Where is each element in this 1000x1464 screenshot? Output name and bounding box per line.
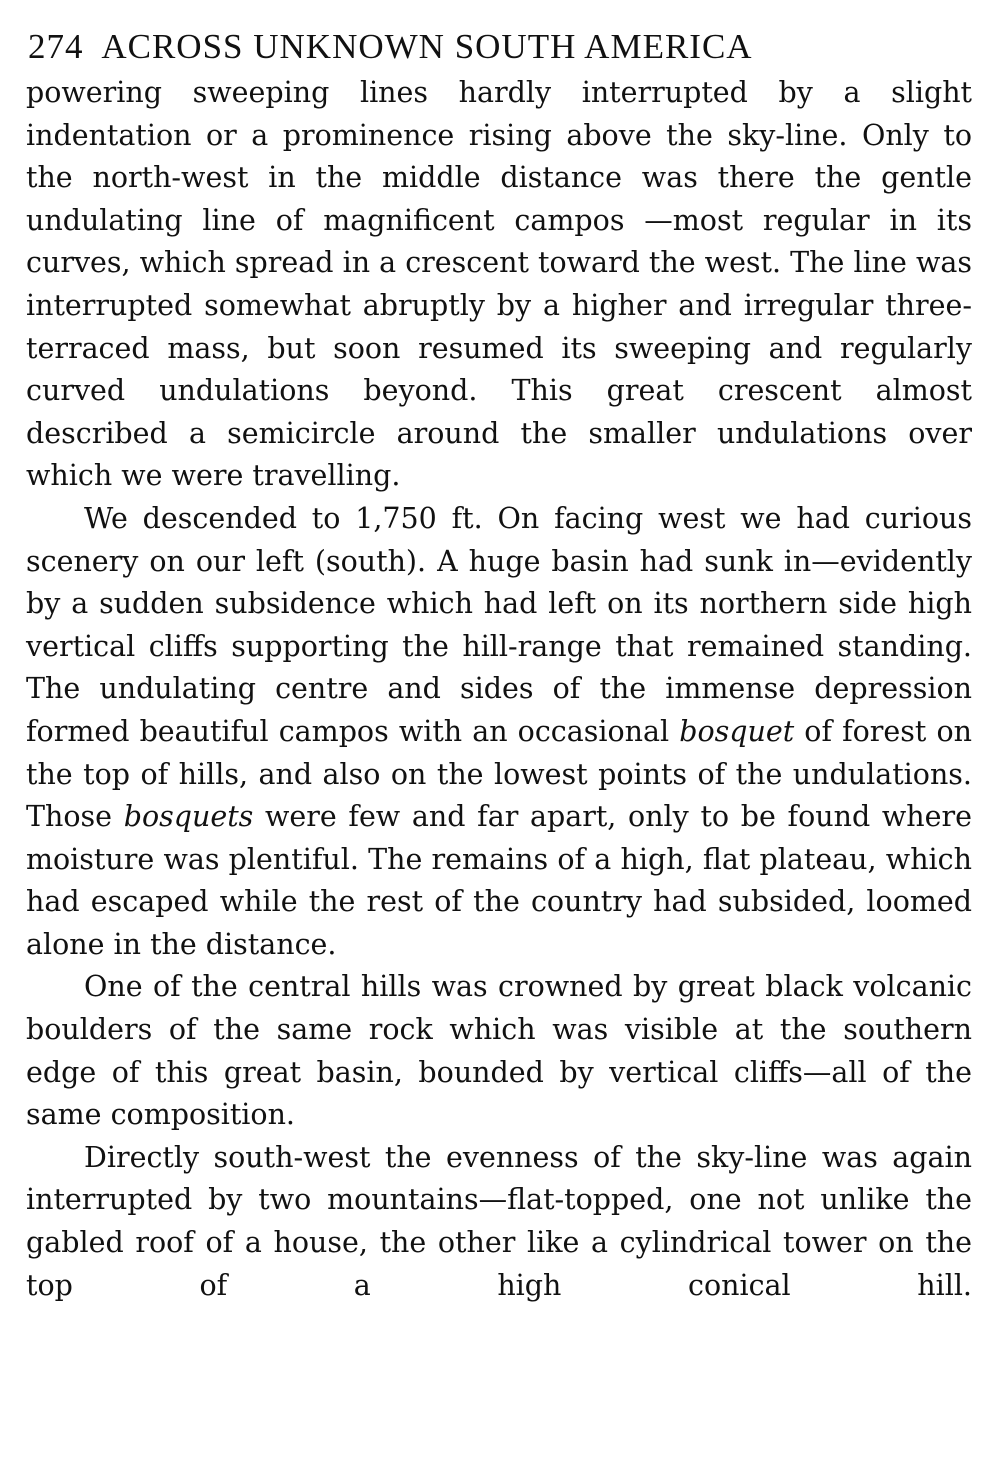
paragraph-1-segment-1: powering sweeping lines hardly interrupted by a slight indentation or a prominence rising above the sky-line. Only to the north-west in the middle distance was there the gentle undulating line of magnificent campos —most regular in its curves, which spread in a crescent toward the west. The line was interrupted somewhat abruptly by a higher and irregular three-terraced mass, but soon resumed its sweeping and regularly curved undulations beyond. This great crescent almost described a semicircle around the smaller undulations over which we were travelling. <box>26 76 972 493</box>
italic-term-bosquets: bosquets <box>123 800 254 834</box>
paragraph-2-segment-5: were few and far apart, only to be found where moisture was plentiful. The remains of a high, flat plateau, which had escaped while the rest of the country had subsided, loomed alone in the distance. <box>26 800 972 961</box>
paragraph-3 <box>26 966 972 1136</box>
running-title: ACROSS UNKNOWN SOUTH AMERICA <box>101 27 753 66</box>
book-page <box>26 22 972 1307</box>
body-text <box>26 72 972 1307</box>
italic-term-bosquet: bosquet <box>679 714 795 748</box>
paragraph-2-segment-1: We descended to 1,750 ft. On facing west we had curious scenery on our left (south). A huge basin had sunk in—evidently by a sudden subsidence which had left on its northern side high vertical cliffs supporting the hill-range that remained standing. The undulating centre and sides of the immense depression formed beautiful campos with an occasional <box>26 501 972 748</box>
paragraph-4 <box>26 1137 972 1307</box>
paragraph-2 <box>26 498 972 967</box>
paragraph-1 <box>26 72 972 498</box>
page-number: 274 <box>28 27 84 66</box>
running-head <box>28 22 972 72</box>
paragraph-4-segment-1: Directly south-west the evenness of the sky-line was again interrupted by two mountains—flat-topped, one not unlike the gabled roof of a house, the other like a cylindrical tower on the top of a high conical hill. <box>26 1140 972 1302</box>
paragraph-3-segment-1: One of the central hills was crowned by great black volcanic boulders of the same rock which was visible at the southern edge of this great basin, bounded by vertical cliffs—all of the same composition. <box>26 970 972 1132</box>
paragraph-2-segment-3: of forest on the top of hills, and also on the lowest points of the undulations. Those <box>26 714 972 834</box>
